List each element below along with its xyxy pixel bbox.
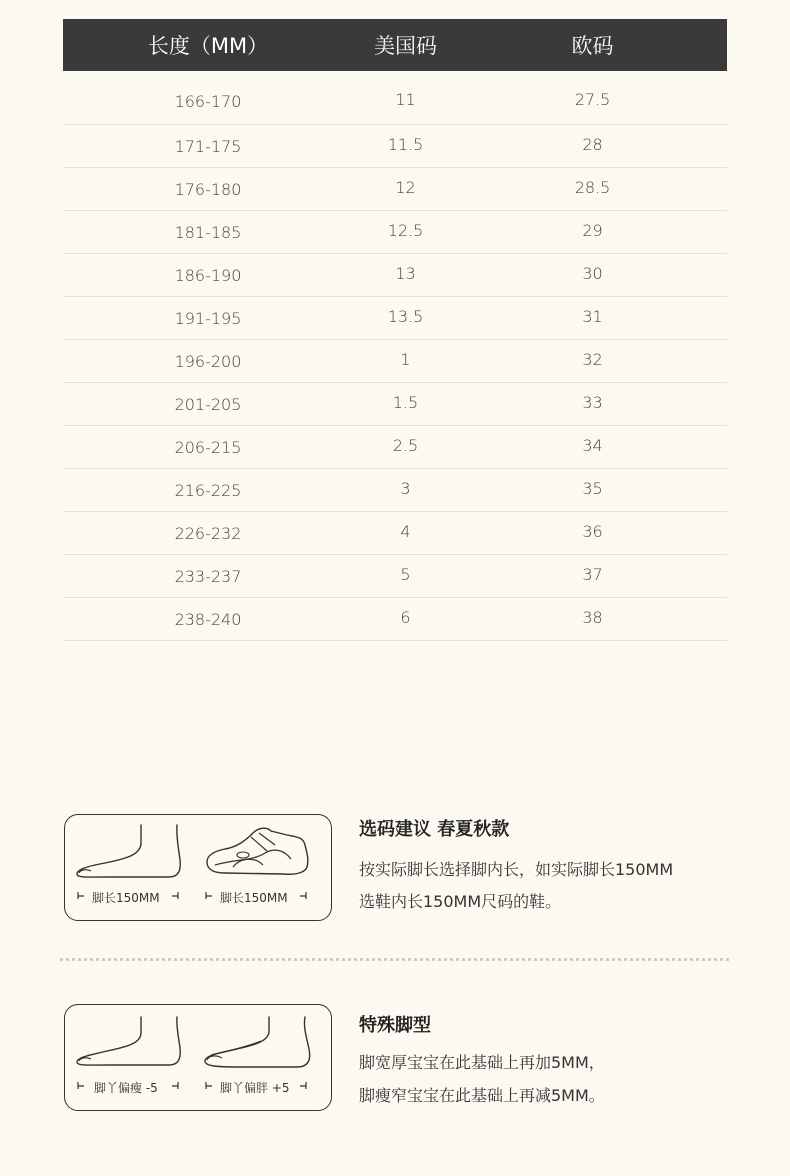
cell-eu-size: 27.5	[574, 90, 611, 109]
cell-us-size: 2.5	[392, 435, 419, 455]
foot-shape-illustration	[64, 1004, 332, 1111]
cell-us-size: 1	[400, 349, 411, 369]
cell-length: 196-200	[174, 351, 242, 371]
cell-eu-size: 31	[582, 306, 603, 326]
cell-us-size: 12.5	[387, 220, 424, 240]
cell-eu-size: 29	[582, 220, 603, 240]
table-row	[63, 211, 727, 254]
size-advice-line-2: 选鞋内长150MM尺码的鞋。	[359, 892, 562, 911]
cell-eu-size: 30	[582, 263, 603, 283]
cell-length: 166-170	[174, 92, 242, 111]
table-row	[63, 297, 727, 340]
size-advice-title: 选码建议 春夏秋款	[359, 819, 510, 840]
table-row	[63, 383, 727, 426]
cell-us-size: 13.5	[387, 306, 424, 326]
table-row	[63, 71, 727, 125]
cell-eu-size: 37	[582, 564, 603, 584]
cell-eu-size: 28.5	[574, 177, 611, 197]
cell-eu-size: 36	[582, 521, 603, 541]
cell-length: 171-175	[174, 136, 242, 156]
cell-length: 206-215	[174, 437, 242, 457]
caption-thin-foot: 脚丫偏瘦 -5	[94, 1081, 158, 1095]
size-advice-line-1: 按实际脚长选择脚内长，如实际脚长150MM	[359, 860, 674, 879]
special-foot-line-2: 脚瘦窄宝宝在此基础上再减5MM。	[359, 1086, 605, 1105]
table-row	[63, 168, 727, 211]
cell-length: 233-237	[174, 566, 242, 586]
header-us-size: 美国码	[374, 34, 437, 58]
cell-eu-size: 35	[582, 478, 603, 498]
caption-wide-foot: 脚丫偏胖 +5	[220, 1081, 290, 1095]
cell-us-size: 3	[400, 478, 411, 498]
caption-shoe-length: 脚长150MM	[220, 891, 288, 905]
cell-us-size: 11.5	[387, 134, 424, 154]
header-length: 长度（MM）	[147, 34, 269, 58]
cell-eu-size: 33	[582, 392, 603, 412]
table-row	[63, 125, 727, 168]
cell-length: 181-185	[174, 222, 242, 242]
table-row	[63, 555, 727, 598]
header-eu-size: 欧码	[571, 34, 614, 58]
cell-us-size: 1.5	[392, 392, 419, 412]
table-row	[63, 598, 727, 641]
table-row	[63, 512, 727, 555]
cell-eu-size: 34	[582, 435, 603, 455]
table-row	[63, 254, 727, 297]
section-divider	[60, 958, 729, 961]
cell-length: 226-232	[174, 523, 242, 543]
table-row	[63, 426, 727, 469]
table-row	[63, 340, 727, 383]
cell-length: 186-190	[174, 265, 242, 285]
cell-us-size: 12	[395, 177, 416, 197]
cell-length: 201-205	[174, 394, 242, 414]
cell-length: 191-195	[174, 308, 242, 328]
cell-length: 216-225	[174, 480, 242, 500]
special-foot-title: 特殊脚型	[359, 1015, 431, 1036]
cell-eu-size: 38	[582, 607, 603, 627]
cell-us-size: 11	[395, 90, 416, 109]
special-foot-line-1: 脚宽厚宝宝在此基础上再加5MM，	[359, 1053, 605, 1072]
foot-length-illustration	[64, 814, 332, 921]
size-table	[63, 19, 727, 641]
cell-us-size: 4	[400, 521, 411, 541]
cell-eu-size: 28	[582, 134, 603, 154]
cell-us-size: 13	[395, 263, 416, 283]
table-header	[63, 19, 727, 71]
cell-us-size: 6	[400, 607, 411, 627]
table-row	[63, 469, 727, 512]
cell-length: 176-180	[174, 179, 242, 199]
cell-length: 238-240	[174, 609, 242, 629]
cell-us-size: 5	[400, 564, 411, 584]
caption-foot-length: 脚长150MM	[92, 891, 160, 905]
cell-eu-size: 32	[582, 349, 603, 369]
table-body	[63, 71, 727, 641]
